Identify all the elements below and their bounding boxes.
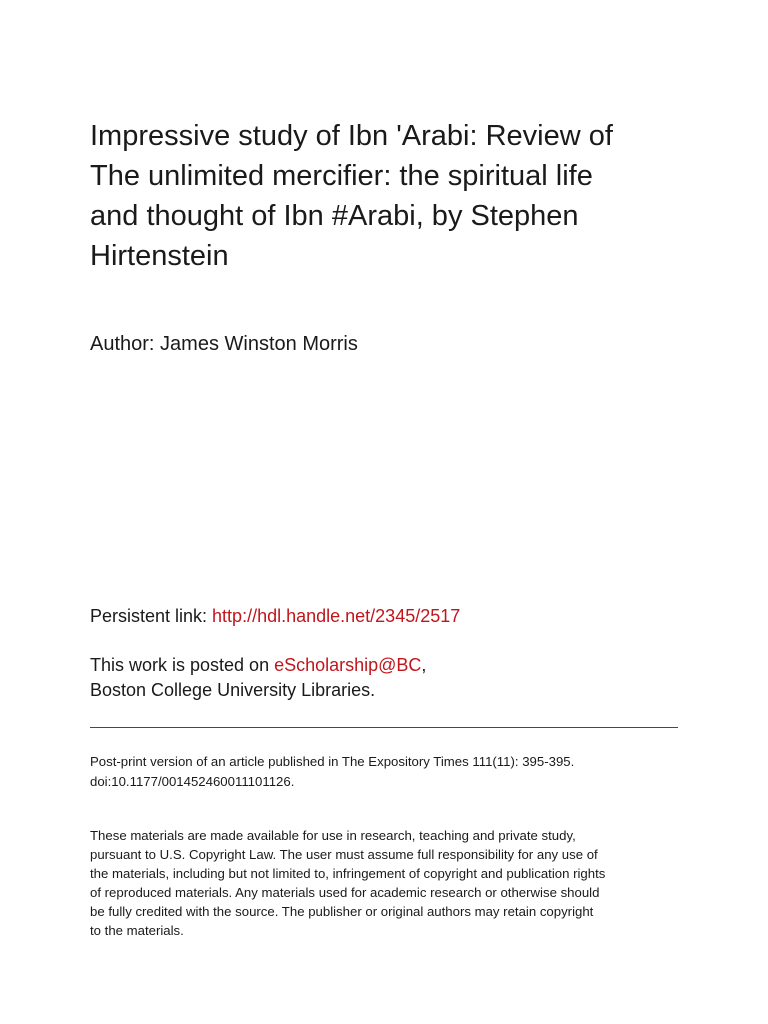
title-line: and thought of Ibn #Arabi, by Stephen xyxy=(90,200,579,232)
disclaimer-line: the materials, including but not limited to, infringement of copyright and publication rights xyxy=(90,866,606,881)
posted-line-2: Boston College University Libraries. xyxy=(90,680,376,700)
persistent-link[interactable]: http://hdl.handle.net/2345/2517 xyxy=(212,606,461,626)
disclaimer-line: to the materials. xyxy=(90,923,184,938)
copyright-disclaimer xyxy=(90,826,605,940)
disclaimer-line: These materials are made available for use in research, teaching and private study, xyxy=(90,828,576,843)
posted-suffix: , xyxy=(421,655,427,675)
disclaimer-line: of reproduced materials. Any materials used for academic research or otherwise should xyxy=(90,885,600,900)
posted-prefix: This work is posted on xyxy=(90,655,275,675)
cover-page xyxy=(90,0,680,1024)
title-line: Hirtenstein xyxy=(90,240,229,272)
divider-rule xyxy=(90,727,678,728)
escholarship-link[interactable]: eScholarship@BC xyxy=(274,655,422,675)
author-name: James Winston Morris xyxy=(160,333,358,355)
title-line: Impressive study of Ibn 'Arabi: Review of xyxy=(90,120,613,152)
document-title xyxy=(90,116,680,276)
posted-line-1 xyxy=(90,653,426,678)
disclaimer-line: be fully credited with the source. The publisher or original authors may retain copyright xyxy=(90,904,594,919)
postprint-line: doi:10.1177/001452460011101126. xyxy=(90,774,295,789)
persistent-link-line xyxy=(90,603,460,629)
author-label: Author: xyxy=(90,333,161,355)
disclaimer-line: pursuant to U.S. Copyright Law. The user must assume full responsibility for any use of xyxy=(90,847,598,862)
title-line: The unlimited mercifier: the spiritual life xyxy=(90,160,593,192)
posted-statement xyxy=(90,653,426,703)
postprint-note xyxy=(90,752,574,792)
postprint-line: Post-print version of an article published in The Expository Times 111(11): 395-395. xyxy=(90,754,575,769)
persistent-link-label: Persistent link: xyxy=(90,606,213,626)
author-line xyxy=(90,330,358,358)
